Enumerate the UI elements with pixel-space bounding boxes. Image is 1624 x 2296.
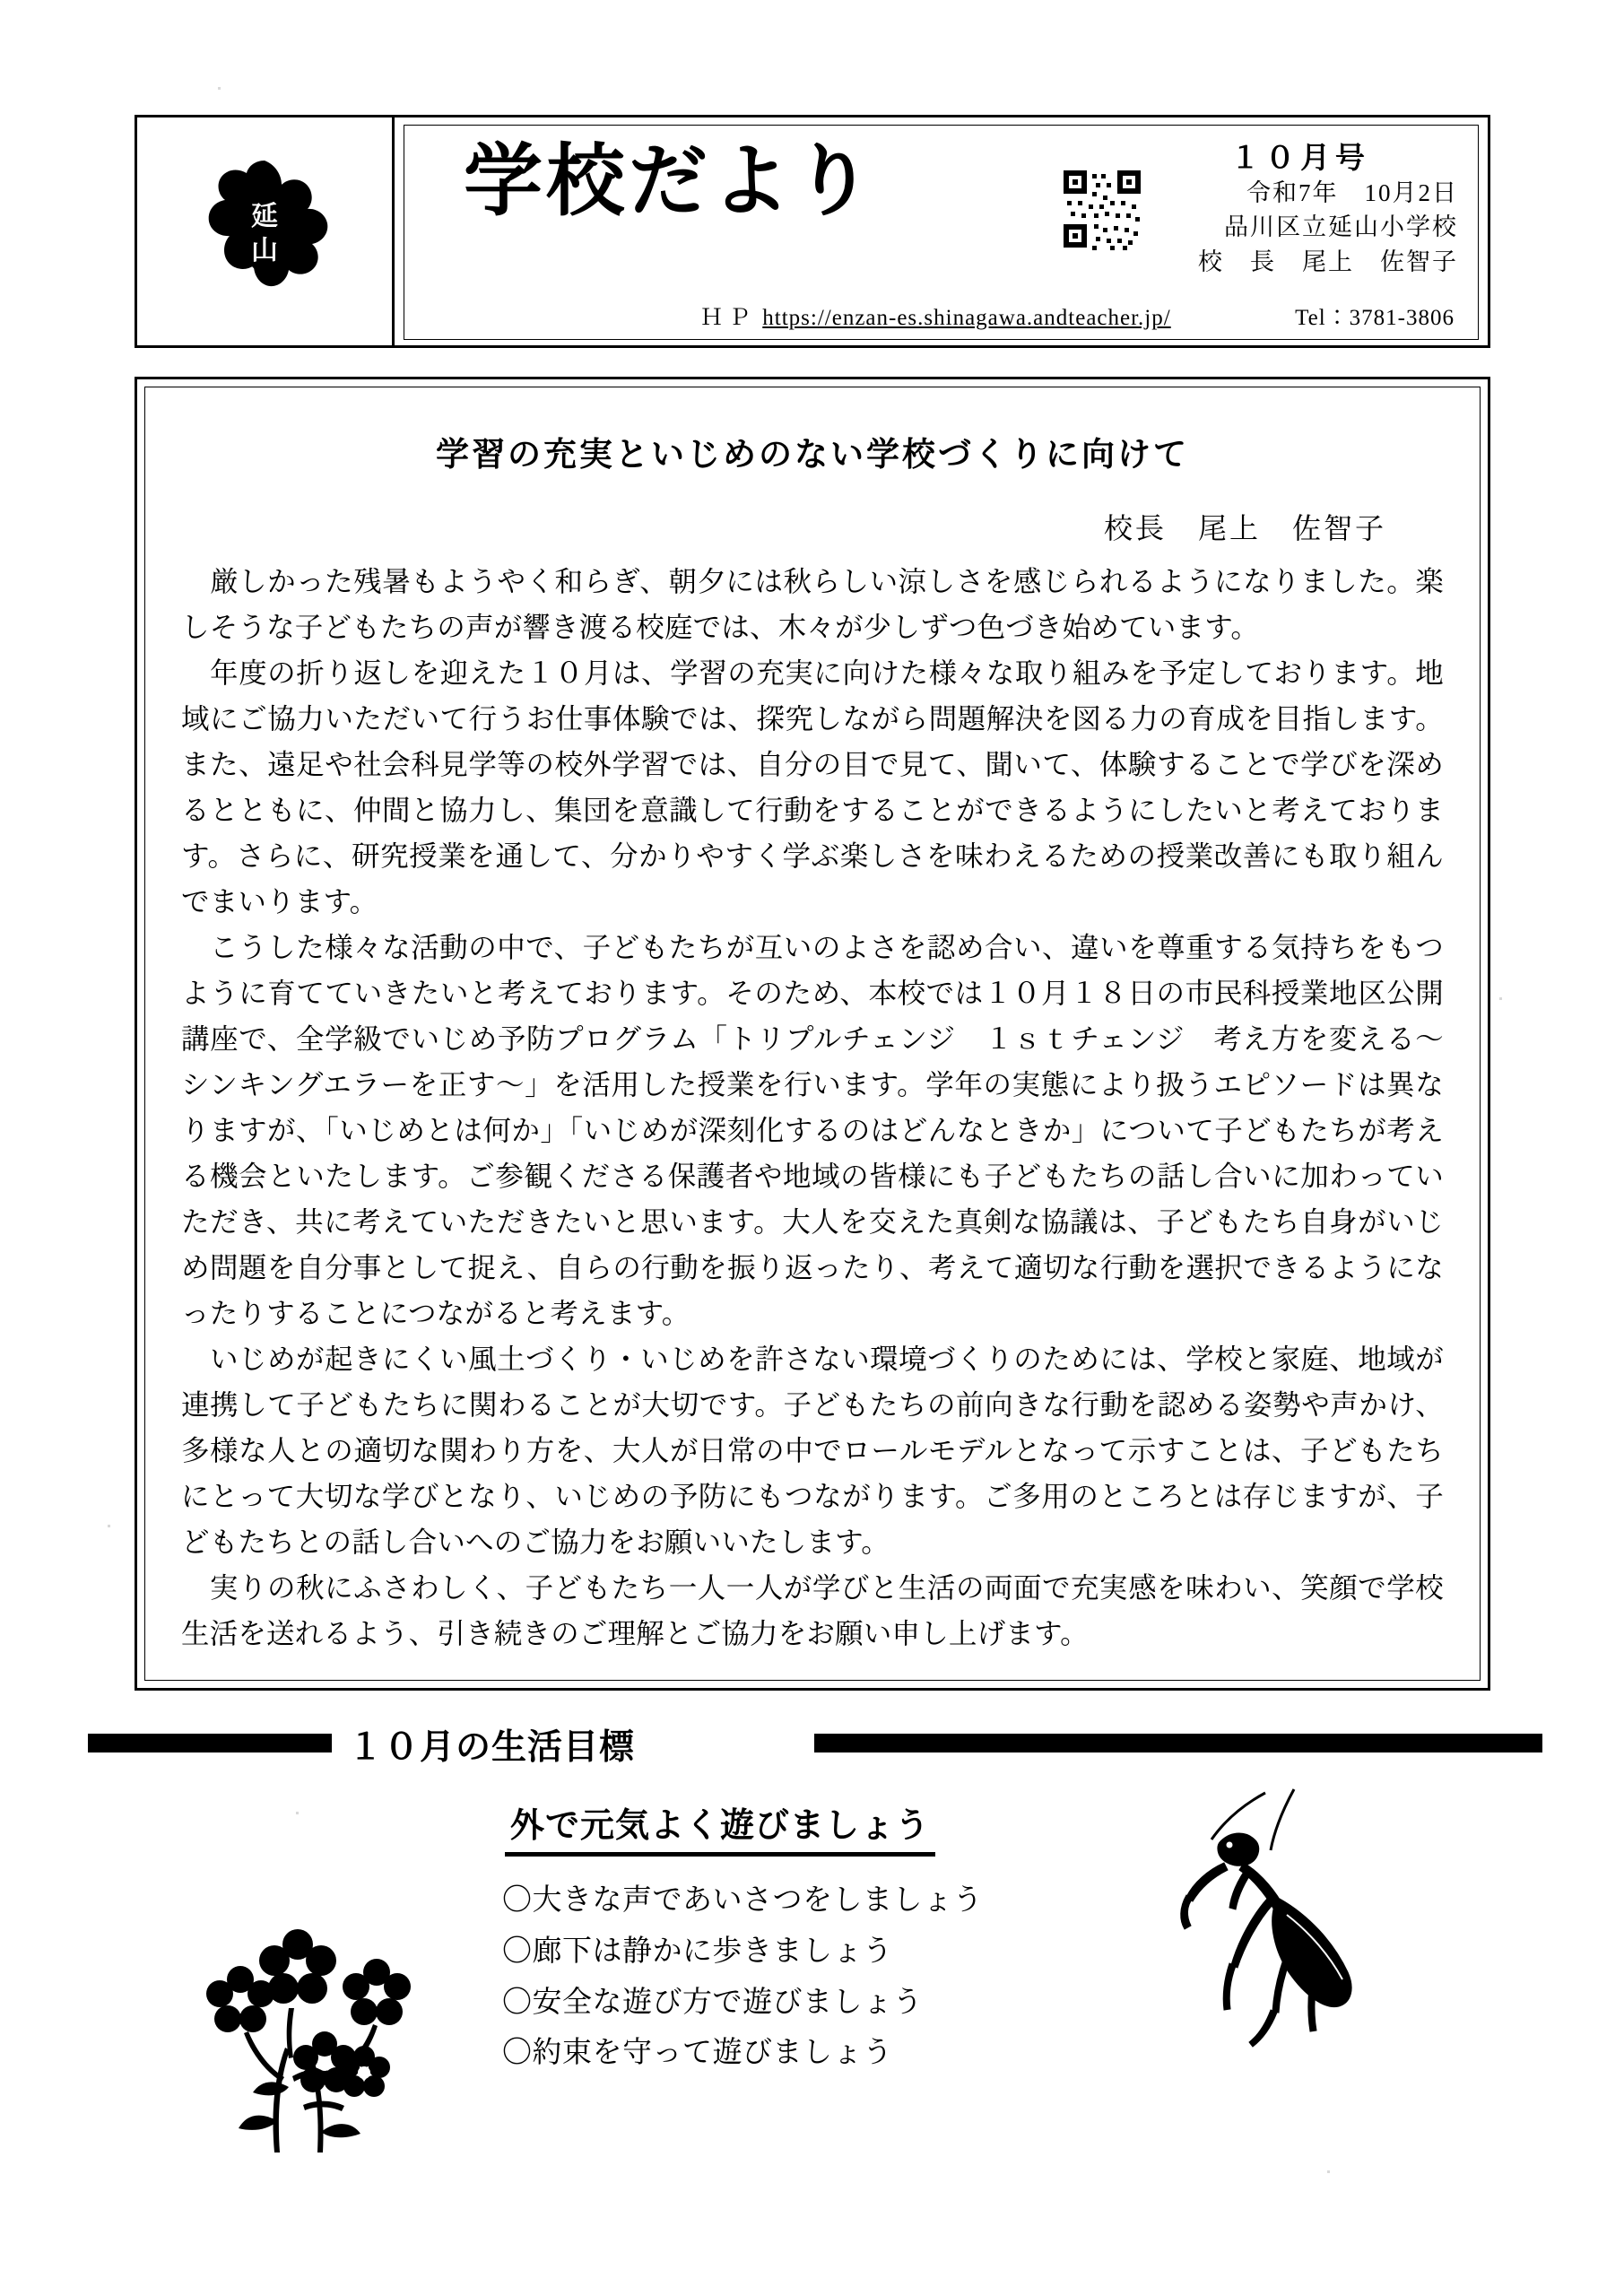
banner-bar-right xyxy=(814,1734,1542,1752)
goal-heading: 外で元気よく遊びましょう xyxy=(505,1796,935,1857)
principal-name: 校 長 尾上 佐智子 xyxy=(1198,248,1458,275)
svg-text:延: 延 xyxy=(251,201,278,232)
article-inner-frame xyxy=(144,387,1481,1681)
masthead-title-box xyxy=(395,115,1490,348)
goal-list xyxy=(502,1874,983,2078)
goal-item: 〇安全な遊び方で遊びましょう xyxy=(502,1983,923,2019)
school-name: 品川区立延山小学校 xyxy=(1224,213,1458,241)
goal-item: 〇約束を守って遊びましょう xyxy=(502,2034,893,2070)
article-paragraph: 年度の折り返しを迎えた１０月は、学習の充実に向けた様々な取り組みを予定しております。地域にご協力いただいて行うお仕事体験では、探究しながら問題解決を図る力の育成を目指します。また、遠足や社会科見学等の校外学習では、自分の目で見て、聞いて、体験することで学びを深めるとともに、仲間と協力し、集団を意識して行動をすることができるようにしたいと考えております。さらに、研究授業を通して、分かりやすく学ぶ楽しさを味わえるための授業改善にも取り組んでまいります。 xyxy=(181,657,1444,919)
section-title: １０月の生活目標 xyxy=(348,1727,636,1768)
article-paragraph: 実りの秋にふさわしく、子どもたち一人一人が学びと生活の両面で充実感を味わい、笑顔で学校生活を送れるよう、引き続きのご理解とご協力をお願い申し上げます。 xyxy=(181,1572,1444,1651)
praying-mantis-illustration-icon xyxy=(1090,1780,1385,2058)
article-body xyxy=(181,560,1444,1657)
school-crest-icon xyxy=(193,155,336,308)
newsletter-title: 学校だより xyxy=(464,135,877,227)
section-banner xyxy=(88,1726,1541,1768)
goal-item: 〇大きな声であいさつをしましょう xyxy=(502,1882,983,1917)
article-paragraph: いじめが起きにくい風土づくり・いじめを許さない環境づくりのためには、学校と家庭、地域が連携して子どもたちに関わることが大切です。子どもたちの前向きな行動を認める姿勢や声かけ、多様な人との適切な関わり方を、大人が日常の中でロールモデルとなって示すことは、子どもたちにとって大切な学びとなり、いじめの予防にもつながります。ご多用のところとは存じますが、子どもたちとの話し合いへのご協力をお願いいたします。 xyxy=(181,1344,1444,1560)
masthead xyxy=(135,115,1490,348)
article-byline: 校長 尾上 佐智子 xyxy=(1103,511,1386,545)
homepage-line xyxy=(700,300,1171,332)
article-title: 学習の充実といじめのない学校づくりに向けて xyxy=(436,435,1189,474)
school-crest-box xyxy=(135,115,395,348)
article-paragraph: 厳しかった残暑もようやく和らぎ、朝夕には秋らしい涼しさを感じられるようになりました。楽しそうな子どもたちの声が響き渡る校庭では、木々が少しずつ色づき始めています。 xyxy=(181,566,1444,645)
telephone-number: Tel：3781-3806 xyxy=(1295,306,1455,330)
article-box xyxy=(135,377,1490,1691)
banner-bar-left xyxy=(88,1734,332,1752)
article-paragraph: こうした様々な活動の中で、子どもたちが互いのよさを認め合い、違いを尊重する気持ちをもつように育てていきたいと考えております。そのため、本校では１０月１８日の市民科授業地区公開講座で、全学級でいじめ予防プログラム「トリプルチェンジ １ｓｔチェンジ 考え方を変える～シンキングエラーを正す～」を活用した授業を行います。学年の実態により扱うエピソードは異なりますが、「いじめとは何か」「いじめが深刻化するのはどんなときか」について子どもたちが考える機会といたします。ご参観くださる保護者や地域の皆様にも子どもたちの話し合いに加わっていただき、共に考えていただきたいと思います。大人を交えた真剣な協議は、子どもたち自身がいじめ問題を自分事として捉え、自らの行動を振り返ったり、考えて適切な行動を選択できるようになったりすることにつながると考えます。 xyxy=(181,932,1444,1331)
qr-code-icon xyxy=(1064,170,1141,248)
issue-label: １０月号 xyxy=(1230,140,1370,175)
goal-item: 〇廊下は静かに歩きましょう xyxy=(502,1932,893,1968)
masthead-meta xyxy=(1198,176,1458,279)
masthead-inner-frame xyxy=(404,125,1479,340)
hp-label: ＨＰ xyxy=(700,306,757,330)
issue-date: 令和7年 10月2日 xyxy=(1246,179,1458,206)
flower-illustration-icon xyxy=(188,1897,448,2157)
hp-url[interactable]: https://enzan-es.shinagawa.andteacher.jp/ xyxy=(762,306,1171,330)
svg-text:山: 山 xyxy=(251,235,278,266)
